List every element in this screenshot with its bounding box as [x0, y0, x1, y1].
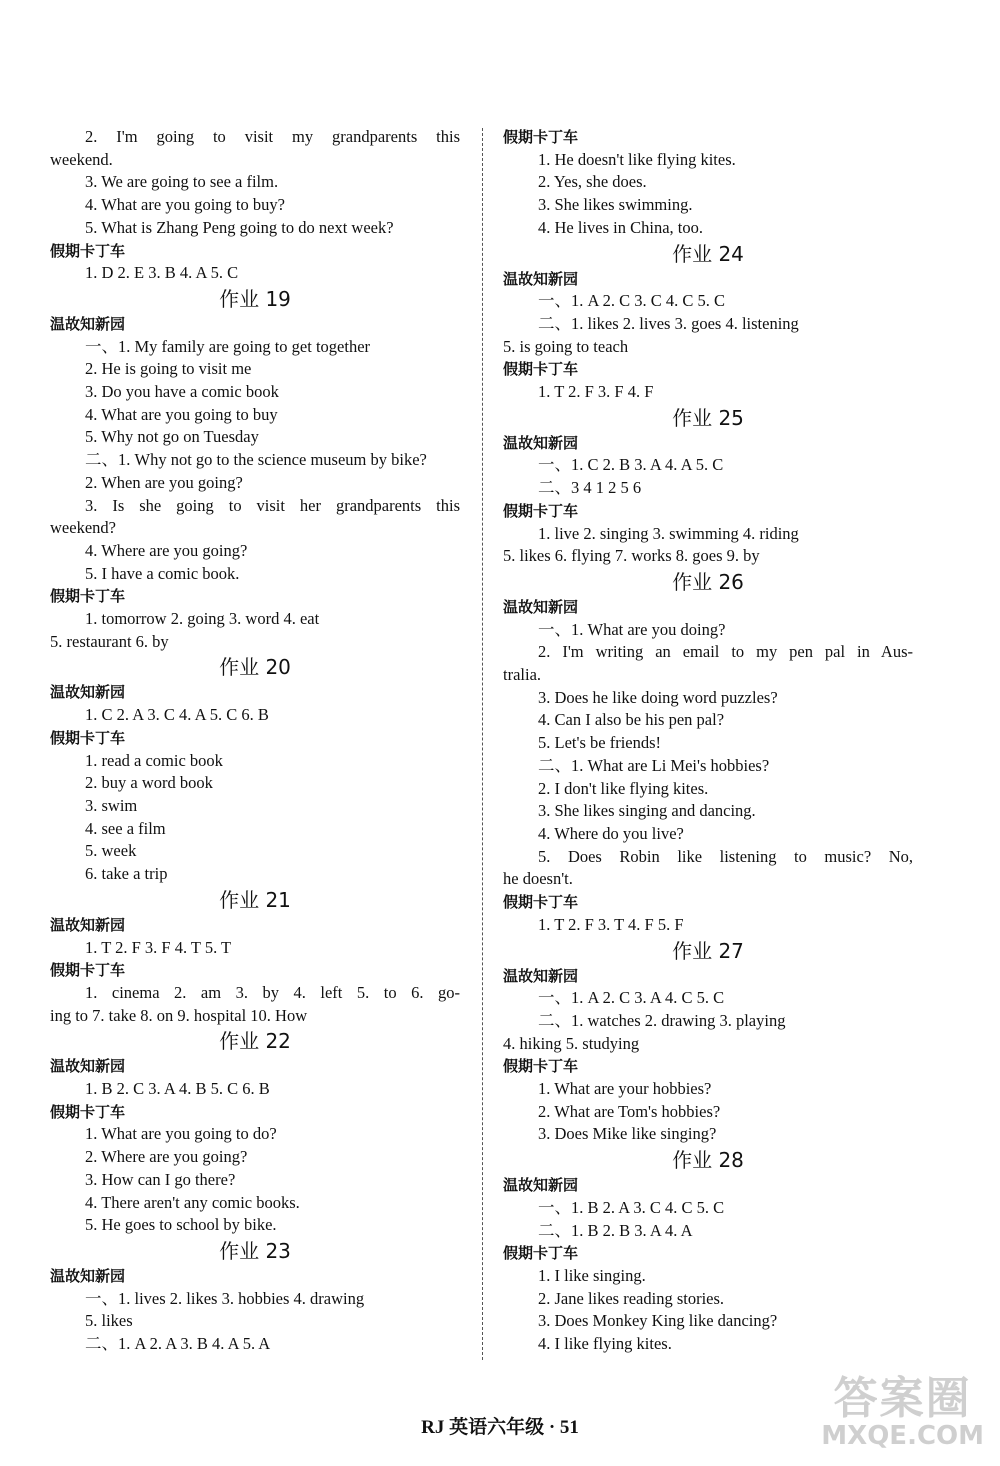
- answer-line: 1. D 2. E 3. B 4. A 5. C: [85, 263, 239, 283]
- watermark-url: MXQE.COM: [821, 1421, 984, 1451]
- answer-line: 二、1. watches 2. drawing 3. playing: [538, 1010, 786, 1030]
- section-heading: 假期卡丁车: [50, 587, 126, 606]
- answer-line: ing to 7. take 8. on 9. hospital 10. How: [50, 1005, 308, 1025]
- answer-line: 3. Does Mike like singing?: [538, 1124, 717, 1144]
- section-heading: 温故知新园: [503, 966, 579, 985]
- answer-line: 2. He is going to visit me: [85, 359, 252, 379]
- section-heading: 温故知新园: [50, 1057, 126, 1076]
- answer-line: 1. What are your hobbies?: [538, 1079, 712, 1099]
- answer-line: 2. Where are you going?: [85, 1147, 248, 1167]
- answer-line: 二、1. Why not go to the science museum by bike?: [85, 450, 427, 470]
- assignment-heading: 作业 21: [219, 887, 291, 912]
- assignment-heading: 作业 25: [672, 405, 744, 430]
- section-heading: 温故知新园: [503, 433, 579, 452]
- answer-line: 1. tomorrow 2. going 3. word 4. eat: [85, 609, 320, 629]
- answer-line: 2. Yes, she does.: [538, 172, 647, 192]
- answer-line: 2. I'm writing an email to my pen pal in Aus-: [538, 642, 913, 662]
- answer-line: 4. What are you going to buy?: [85, 195, 285, 215]
- answer-line: 一、1. My family are going to get together: [85, 336, 371, 356]
- answer-line: 1. I like singing.: [538, 1265, 646, 1285]
- answer-line: 1. B 2. C 3. A 4. B 5. C 6. B: [85, 1079, 270, 1099]
- answer-line: 5. likes: [85, 1311, 133, 1331]
- page-footer: RJ 英语六年级 · 51: [421, 1417, 579, 1438]
- answer-line: 4. hiking 5. studying: [503, 1033, 640, 1053]
- section-heading: 温故知新园: [50, 915, 126, 934]
- answer-line: 1. cinema 2. am 3. by 4. left 5. to 6. go-: [85, 982, 460, 1002]
- answer-line: 1. C 2. A 3. C 4. A 5. C 6. B: [85, 705, 269, 725]
- answer-line: 一、1. B 2. A 3. C 4. C 5. C: [538, 1197, 725, 1217]
- answer-line: 4. Where do you live?: [538, 823, 684, 843]
- answer-line: 2. What are Tom's hobbies?: [538, 1101, 721, 1121]
- answer-line: 二、1. B 2. B 3. A 4. A: [538, 1220, 693, 1240]
- assignment-heading: 作业 27: [672, 938, 744, 963]
- answer-line: 1. T 2. F 3. F 4. F: [538, 382, 654, 402]
- answer-line: 3. swim: [85, 795, 138, 815]
- answer-line: 二、1. likes 2. lives 3. goes 4. listening: [538, 313, 799, 333]
- answer-line: 二、3 4 1 2 5 6: [538, 478, 642, 498]
- answer-line: 4. Where are you going?: [85, 540, 248, 560]
- answer-line: 1. T 2. F 3. F 4. T 5. T: [85, 937, 232, 957]
- answer-line: 5. week: [85, 841, 137, 861]
- answer-line: 3. She likes singing and dancing.: [538, 801, 756, 821]
- answer-line: 4. There aren't any comic books.: [85, 1192, 300, 1212]
- answer-line: 6. take a trip: [85, 864, 168, 884]
- column-divider: [482, 128, 483, 1360]
- answer-line: 一、1. C 2. B 3. A 4. A 5. C: [538, 455, 724, 475]
- assignment-heading: 作业 24: [672, 241, 744, 266]
- assignment-heading: 作业 23: [219, 1238, 291, 1263]
- section-heading: 温故知新园: [50, 1266, 126, 1285]
- answer-line: 二、1. A 2. A 3. B 4. A 5. A: [85, 1334, 271, 1354]
- section-heading: 温故知新园: [503, 269, 579, 288]
- section-heading: 假期卡丁车: [503, 893, 579, 912]
- answer-line: 2. Jane likes reading stories.: [538, 1288, 725, 1308]
- answer-line: 2. I don't like flying kites.: [538, 778, 709, 798]
- answer-line: 3. Does he like doing word puzzles?: [538, 687, 778, 707]
- answer-line: 1. T 2. F 3. T 4. F 5. F: [538, 914, 684, 934]
- section-heading: 温故知新园: [50, 683, 126, 702]
- section-heading: 温故知新园: [503, 1176, 579, 1195]
- assignment-heading: 作业 26: [672, 569, 744, 594]
- answer-line: 4. He lives in China, too.: [538, 217, 703, 237]
- section-heading: 假期卡丁车: [503, 501, 579, 520]
- answer-line: 5. I have a comic book.: [85, 563, 240, 583]
- answer-line: weekend?: [50, 518, 116, 538]
- assignment-heading: 作业 20: [219, 655, 291, 680]
- answer-line: tralia.: [503, 665, 542, 685]
- answer-line: 3. Is she going to visit her grandparents this: [85, 495, 460, 515]
- answer-line: 2. I'm going to visit my grandparents this: [85, 127, 460, 146]
- section-heading: 假期卡丁车: [50, 241, 126, 260]
- answer-line: 1. He doesn't like flying kites.: [538, 149, 736, 169]
- answer-line: 5. What is Zhang Peng going to do next week?: [85, 217, 394, 237]
- answer-line: 二、1. What are Li Mei's hobbies?: [538, 755, 770, 775]
- section-heading: 假期卡丁车: [50, 728, 126, 747]
- answer-line: 3. Do you have a comic book: [85, 382, 279, 402]
- assignment-heading: 作业 28: [672, 1148, 744, 1173]
- section-heading: 假期卡丁车: [50, 1102, 126, 1121]
- assignment-heading: 作业 19: [219, 286, 291, 311]
- answer-line: 一、1. lives 2. likes 3. hobbies 4. drawing: [85, 1288, 365, 1308]
- answer-line: 5. likes 6. flying 7. works 8. goes 9. by: [503, 546, 760, 566]
- right-column: [503, 126, 913, 1356]
- answer-line: 2. buy a word book: [85, 773, 213, 793]
- answer-line: 一、1. A 2. C 3. C 4. C 5. C: [538, 291, 726, 311]
- answer-line: 1. What are you going to do?: [85, 1124, 277, 1144]
- section-heading: 温故知新园: [50, 314, 126, 333]
- answer-line: 4. see a film: [85, 818, 166, 838]
- answer-line: 5. He goes to school by bike.: [85, 1215, 277, 1235]
- section-heading: 假期卡丁车: [50, 961, 126, 980]
- assignment-heading: 作业 22: [219, 1029, 291, 1054]
- answer-line: 5. Why not go on Tuesday: [85, 427, 259, 447]
- watermark-text: 答案圈: [833, 1373, 972, 1424]
- answer-line: 3. She likes swimming.: [538, 195, 693, 215]
- section-heading: 温故知新园: [503, 597, 579, 616]
- answer-line: weekend.: [50, 149, 113, 169]
- answer-line: 3. How can I go there?: [85, 1169, 236, 1189]
- section-heading: 假期卡丁车: [503, 1244, 579, 1263]
- left-column: [50, 126, 460, 1356]
- answer-line: 3. We are going to see a film.: [85, 172, 279, 192]
- answer-line: he doesn't.: [503, 869, 573, 889]
- answer-line: 5. Does Robin like listening to music? No,: [538, 846, 913, 866]
- answer-line: 4. I like flying kites.: [538, 1334, 672, 1354]
- answer-line: 5. Let's be friends!: [538, 733, 662, 753]
- answer-line: 一、1. What are you doing?: [538, 619, 726, 639]
- answer-line: 2. When are you going?: [85, 472, 243, 492]
- answer-line: 5. restaurant 6. by: [50, 631, 169, 651]
- answer-line: 3. Does Monkey King like dancing?: [538, 1311, 778, 1331]
- answer-line: 一、1. A 2. C 3. A 4. C 5. C: [538, 988, 725, 1008]
- answer-line: 1. live 2. singing 3. swimming 4. riding: [538, 523, 799, 543]
- answer-line: 1. read a comic book: [85, 750, 223, 770]
- section-heading: 假期卡丁车: [503, 128, 579, 146]
- answer-line: 5. is going to teach: [503, 336, 629, 356]
- watermark-logo: [821, 1373, 984, 1451]
- answer-line: 4. Can I also be his pen pal?: [538, 710, 725, 730]
- answer-line: 4. What are you going to buy: [85, 404, 278, 424]
- section-heading: 假期卡丁车: [503, 360, 579, 379]
- section-heading: 假期卡丁车: [503, 1057, 579, 1076]
